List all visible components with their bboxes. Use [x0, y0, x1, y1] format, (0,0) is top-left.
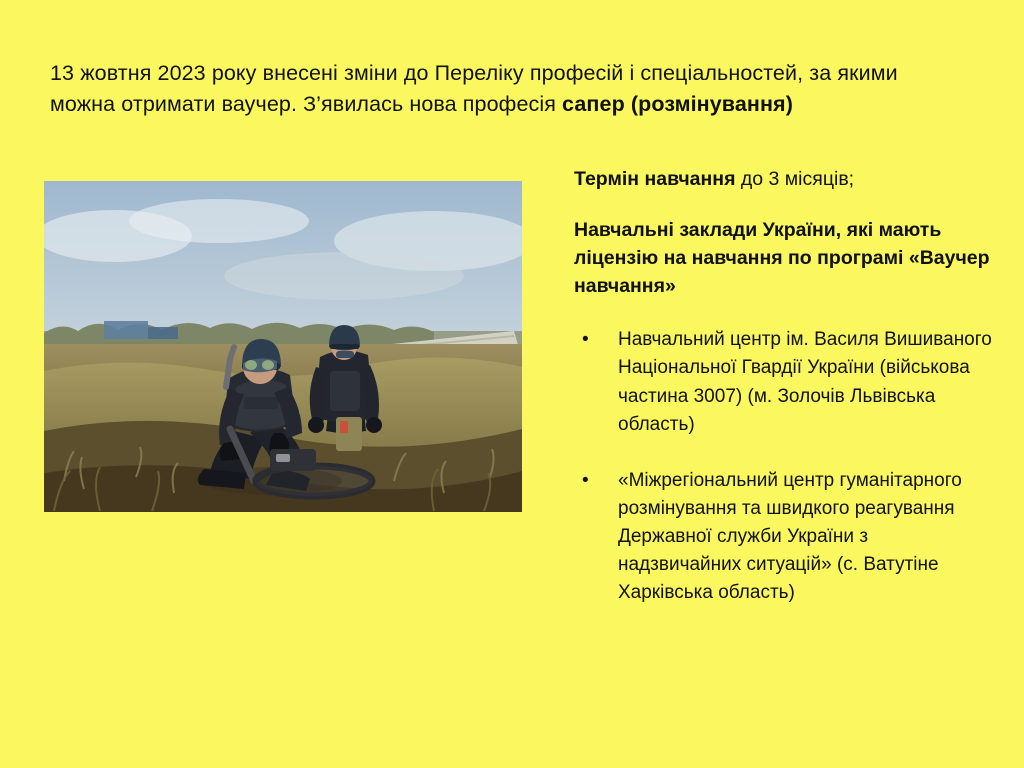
bullet-marker-icon: • — [582, 469, 589, 491]
list-item-text: «Міжрегіональний центр гуманітарного розмінування та швидкого реагування Державної служби України з надзвичайних ситуацій» (с. Ватутіне Харківська область) — [618, 469, 962, 604]
right-column — [574, 166, 994, 635]
deminer-photo — [44, 181, 522, 512]
training-term-value: до 3 місяців; — [735, 168, 855, 190]
deminer-photo-graphic — [44, 181, 522, 512]
list-item-text: Навчальний центр ім. Василя Вишиваного Національної Гвардії України (військова частина 3007) (м. Золочів Львівська область) — [618, 329, 992, 435]
page-title — [50, 58, 950, 120]
page-title-emphasis: сапер (розмінування) — [562, 92, 793, 117]
institutions-list — [574, 326, 994, 607]
list-item — [574, 467, 994, 608]
list-item — [574, 326, 994, 438]
institutions-subheading: Навчальні заклади України, які мають ліцензію на навчання по програмі «Ваучер навчання» — [574, 219, 990, 297]
page-title-text: 13 жовтня 2023 року внесені зміни до Переліку професій і спеціальностей, за якими можна отримати ваучер. З’явилась нова професія — [50, 61, 898, 117]
training-term — [574, 166, 994, 193]
training-term-label: Термін навчання — [574, 168, 736, 190]
bullet-marker-icon: • — [582, 329, 589, 351]
